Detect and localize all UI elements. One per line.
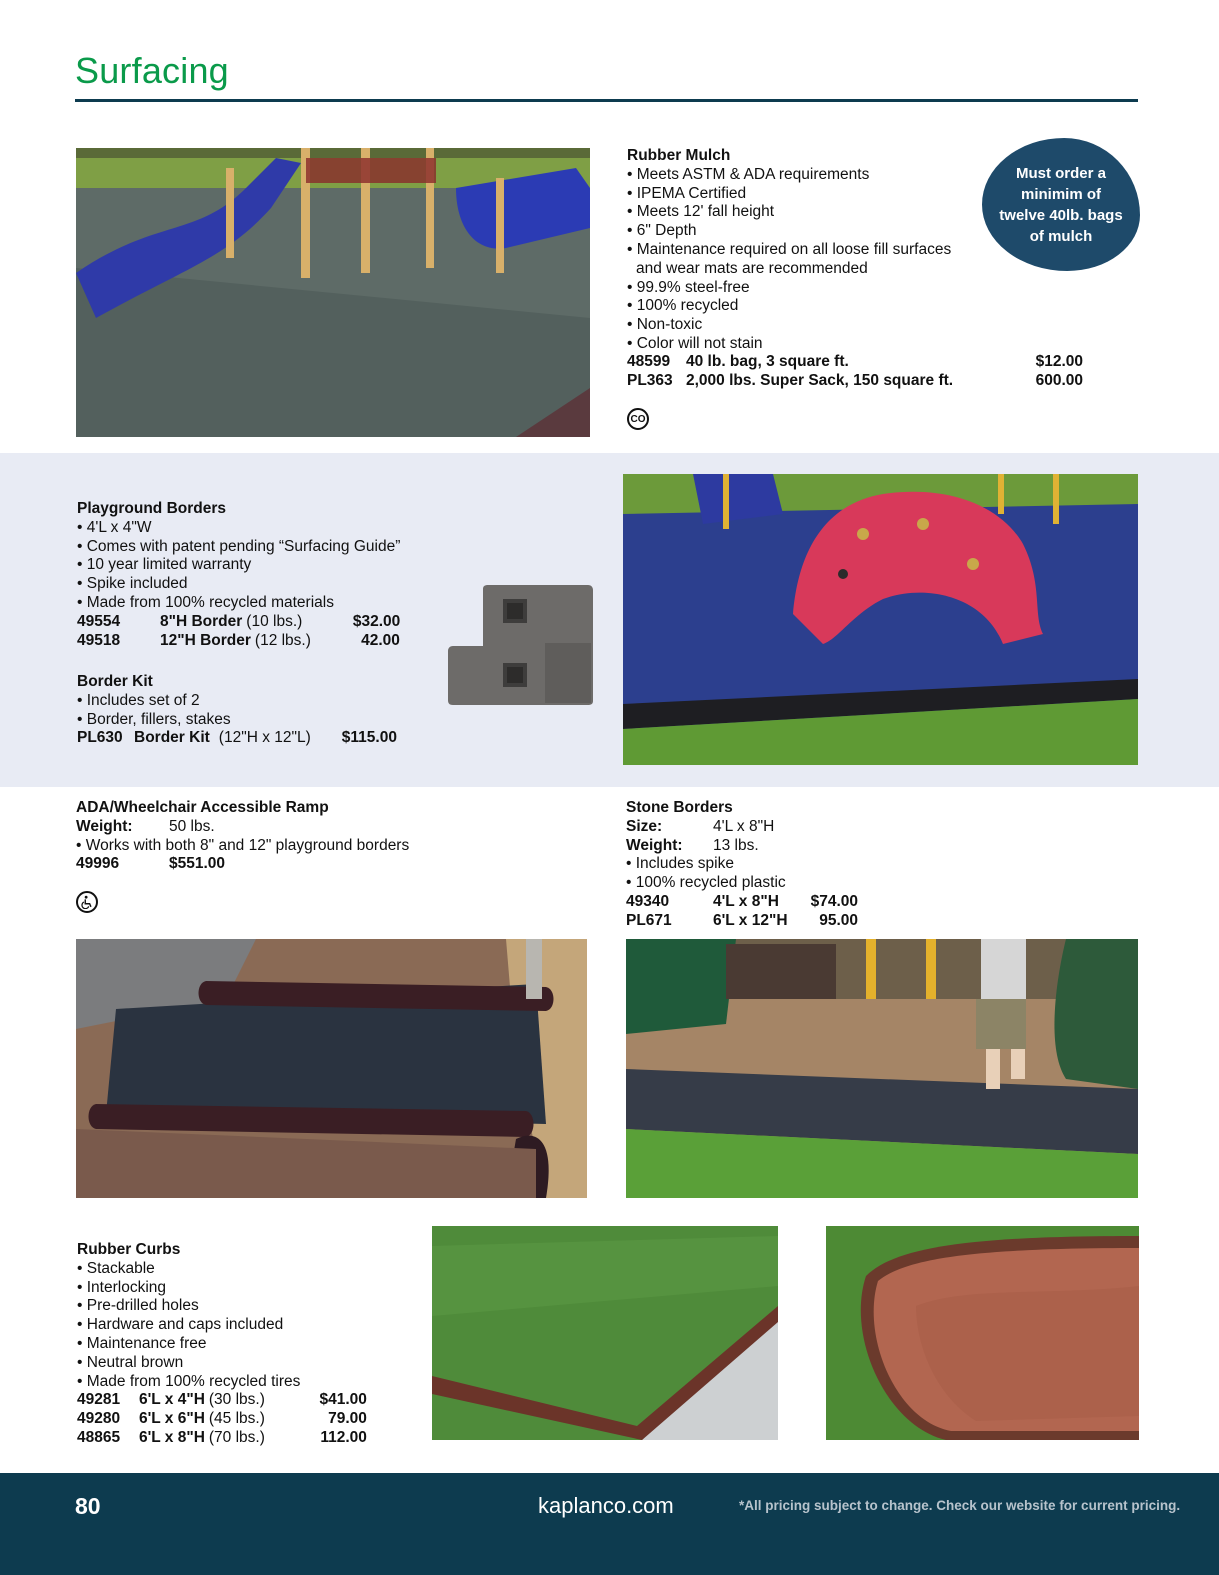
list-item: • 10 year limited warranty bbox=[77, 556, 447, 575]
rubber-mulch-photo bbox=[76, 148, 590, 437]
stone-borders-heading: Stone Borders bbox=[626, 799, 733, 816]
border-kit-section bbox=[77, 673, 447, 748]
list-item: • 100% recycled bbox=[627, 297, 977, 316]
item-price: 42.00 bbox=[361, 631, 400, 649]
list-item: • Meets 12' fall height bbox=[627, 203, 977, 222]
list-item: • Neutral brown bbox=[77, 1354, 417, 1373]
item-detail: (12"H x 12"L) bbox=[218, 729, 311, 747]
item-code: PL671 bbox=[626, 911, 672, 929]
turf-curb-photo bbox=[432, 1226, 778, 1440]
item-name: Border Kit bbox=[134, 729, 210, 747]
list-item: • Made from 100% recycled tires bbox=[77, 1373, 417, 1392]
item-name: 6'L x 4"H bbox=[139, 1391, 205, 1409]
list-item: • Color will not stain bbox=[627, 335, 977, 354]
list-item: • Includes spike bbox=[626, 855, 926, 874]
website-link[interactable]: kaplanco.com bbox=[538, 1493, 674, 1518]
co-icon: CO bbox=[627, 408, 649, 430]
list-item: • IPEMA Certified bbox=[627, 185, 977, 204]
red-mulch-curb-photo bbox=[826, 1226, 1139, 1440]
page-title: Surfacing bbox=[75, 50, 229, 91]
item-price: 600.00 bbox=[1035, 371, 1083, 389]
price-row bbox=[77, 632, 447, 651]
list-item: • Comes with patent pending “Surfacing Guide” bbox=[77, 538, 447, 557]
rubber-curbs-heading: Rubber Curbs bbox=[77, 1241, 181, 1258]
item-name: 12"H Border bbox=[160, 631, 251, 649]
ada-ramp-photo bbox=[76, 939, 587, 1198]
item-code: 49340 bbox=[626, 892, 670, 910]
item-price: $74.00 bbox=[810, 892, 858, 910]
item-code: 49280 bbox=[77, 1410, 121, 1428]
item-code: 49554 bbox=[77, 612, 121, 630]
badge-text: Must order a minimim of twelve 40lb. bags of mulch bbox=[999, 164, 1123, 245]
item-code: 48599 bbox=[627, 353, 671, 370]
item-price: $115.00 bbox=[341, 729, 397, 747]
price-row bbox=[627, 372, 1087, 391]
list-item: • Includes set of 2 bbox=[77, 692, 447, 711]
list-item: • Non-toxic bbox=[627, 316, 977, 335]
ada-ramp-section bbox=[76, 799, 496, 874]
weight-row bbox=[76, 818, 496, 837]
item-code: 49518 bbox=[77, 631, 121, 649]
size-label: Size: bbox=[626, 817, 663, 835]
item-price: 112.00 bbox=[320, 1428, 367, 1446]
price-row bbox=[77, 613, 447, 632]
list-item: • Maintenance required on all loose fill surfaces bbox=[627, 241, 977, 260]
list-item-continuation: and wear mats are recommended bbox=[636, 259, 868, 277]
rubber-mulch-section bbox=[627, 147, 977, 354]
item-code: PL630 bbox=[77, 729, 123, 747]
item-price: $12.00 bbox=[1035, 353, 1083, 370]
minimum-order-badge bbox=[982, 138, 1140, 271]
page-number: 80 bbox=[75, 1493, 101, 1519]
item-detail: (10 lbs.) bbox=[246, 612, 303, 630]
price-row bbox=[76, 855, 496, 874]
item-price: 95.00 bbox=[819, 911, 858, 929]
price-row bbox=[626, 912, 926, 931]
weight-label: Weight: bbox=[626, 836, 683, 854]
border-kit-heading: Border Kit bbox=[77, 673, 153, 690]
item-price: $32.00 bbox=[352, 612, 401, 630]
item-name: 6'L x 6"H bbox=[139, 1410, 205, 1428]
list-item: • 6" Depth bbox=[627, 222, 977, 241]
item-detail: (12 lbs.) bbox=[254, 631, 311, 649]
item-detail: (45 lbs.) bbox=[208, 1410, 265, 1428]
item-price: 79.00 bbox=[328, 1410, 367, 1428]
border-product-image bbox=[445, 583, 595, 708]
weight-label: Weight: bbox=[76, 817, 133, 835]
item-code: 49996 bbox=[76, 855, 120, 873]
item-name: 6'L x 12"H bbox=[713, 911, 788, 929]
size-value: 4'L x 8"H bbox=[713, 817, 775, 835]
item-name: 4'L x 8"H bbox=[713, 892, 779, 910]
price-row bbox=[77, 1410, 417, 1429]
title-divider bbox=[75, 99, 1138, 102]
list-item: • 100% recycled plastic bbox=[626, 874, 926, 893]
item-code: 49281 bbox=[77, 1391, 121, 1409]
item-price: $551.00 bbox=[169, 855, 226, 873]
item-detail: (70 lbs.) bbox=[208, 1428, 265, 1446]
list-item: • Works with both 8" and 12" playground borders bbox=[76, 837, 496, 856]
list-item: • Made from 100% recycled materials bbox=[77, 594, 447, 613]
list-item: • 99.9% steel-free bbox=[627, 279, 977, 298]
item-description: 2,000 lbs. Super Sack, 150 square ft. bbox=[686, 371, 954, 389]
list-item: • Stackable bbox=[77, 1260, 417, 1279]
list-item: • Spike included bbox=[77, 575, 447, 594]
list-item: • 4'L x 4"W bbox=[77, 519, 447, 538]
list-item: • Border, fillers, stakes bbox=[77, 711, 447, 730]
stone-border-photo bbox=[626, 939, 1138, 1198]
stone-borders-section bbox=[626, 799, 926, 931]
pricing-disclaimer: *All pricing subject to change. Check our website for current pricing. bbox=[739, 1498, 1181, 1513]
item-code: 48865 bbox=[77, 1428, 121, 1446]
item-detail: (30 lbs.) bbox=[208, 1391, 265, 1409]
wheelchair-icon bbox=[76, 891, 98, 913]
ada-ramp-heading: ADA/Wheelchair Accessible Ramp bbox=[76, 799, 329, 816]
page-footer bbox=[0, 1473, 1219, 1575]
weight-value: 13 lbs. bbox=[713, 836, 759, 854]
playground-borders-heading: Playground Borders bbox=[77, 500, 226, 517]
weight-row bbox=[626, 837, 926, 856]
weight-value: 50 lbs. bbox=[169, 817, 215, 835]
rubber-curbs-section bbox=[77, 1241, 417, 1448]
list-item: • Meets ASTM & ADA requirements bbox=[627, 166, 977, 185]
list-item: • Maintenance free bbox=[77, 1335, 417, 1354]
price-row bbox=[626, 893, 926, 912]
list-item: • Interlocking bbox=[77, 1279, 417, 1298]
list-item: • Hardware and caps included bbox=[77, 1316, 417, 1335]
blue-mulch-playground-photo bbox=[623, 474, 1138, 765]
size-row bbox=[626, 818, 926, 837]
item-code: PL363 bbox=[627, 371, 673, 389]
price-row bbox=[77, 1391, 417, 1410]
item-name: 6'L x 8"H bbox=[139, 1428, 205, 1446]
rubber-mulch-heading: Rubber Mulch bbox=[627, 147, 731, 164]
list-item: • Pre-drilled holes bbox=[77, 1297, 417, 1316]
item-name: 8"H Border bbox=[160, 612, 243, 630]
item-price: $41.00 bbox=[319, 1391, 367, 1409]
price-row bbox=[77, 1429, 417, 1448]
price-row bbox=[77, 729, 447, 748]
item-description: 40 lb. bag, 3 square ft. bbox=[686, 353, 849, 370]
rubber-mulch-price-list bbox=[627, 353, 1087, 391]
price-row bbox=[627, 353, 1087, 372]
playground-borders-section bbox=[77, 500, 447, 650]
